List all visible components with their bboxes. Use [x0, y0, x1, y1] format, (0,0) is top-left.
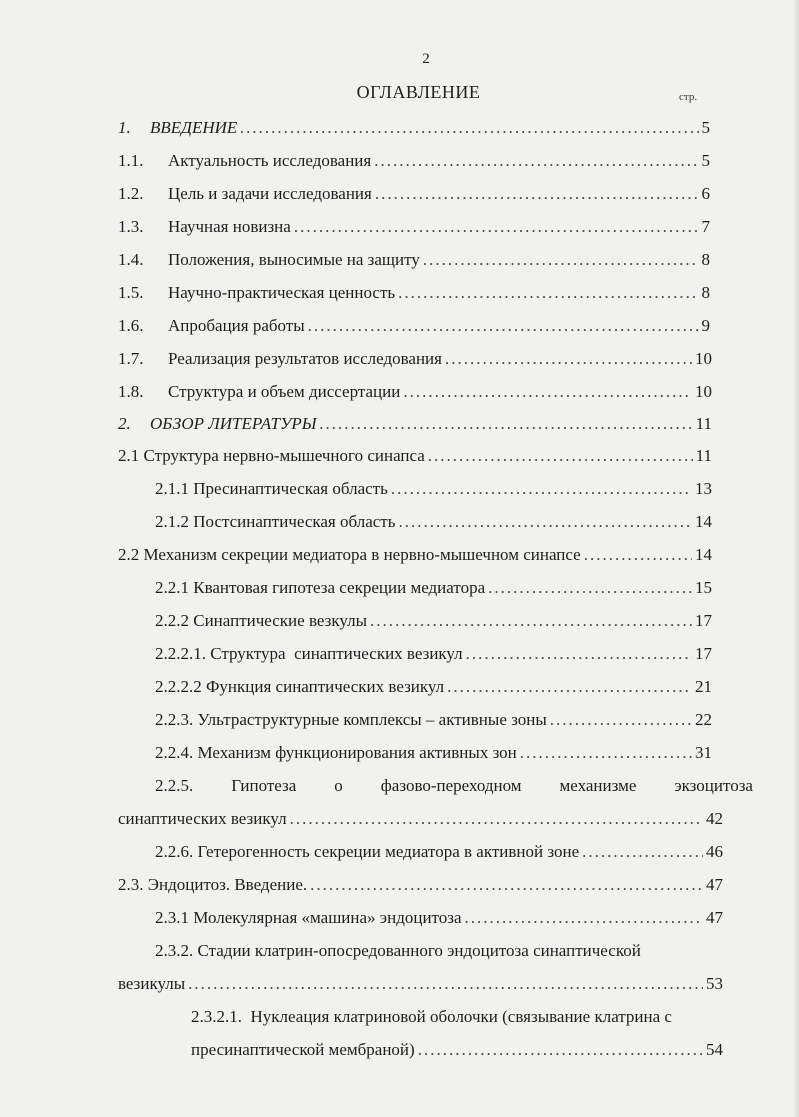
toc-leader	[466, 644, 692, 664]
toc-entry-number: 1.2.	[118, 184, 144, 203]
toc-entry-number: 1.7.	[118, 349, 144, 368]
toc-leader	[294, 217, 699, 237]
toc-entry-text: 2.3.1 Молекулярная «машина» эндоцитоза	[155, 908, 462, 927]
toc-entry-text: Апробация работы	[168, 316, 305, 335]
toc-leader	[310, 875, 703, 895]
toc-entry-number: 2.2.5.	[155, 776, 194, 795]
toc-entry-number: 1.3.	[118, 217, 144, 236]
toc-entry-text: 2.1.2 Постсинаптическая область	[155, 512, 396, 531]
toc-entry-text: Научная новизна	[168, 217, 291, 236]
toc-entry	[118, 446, 712, 466]
toc-entry-page: 6	[701, 184, 710, 203]
toc-entry-page: 21	[695, 677, 712, 696]
toc-entry-page: 14	[695, 512, 712, 531]
toc-entry-word: фазово-переходном	[380, 776, 522, 795]
toc-entry-text: 2.2.6. Гетерогенность секреции медиатора в активной зоне	[155, 842, 580, 861]
toc-leader	[370, 611, 692, 631]
toc-entry	[118, 217, 710, 237]
toc-entry-word: Гипотеза	[231, 776, 297, 795]
toc-entry-word: экзоцитоза	[674, 776, 753, 795]
toc-leader	[584, 545, 692, 565]
toc-entry	[118, 151, 710, 171]
toc-entry-page: 46	[706, 842, 723, 861]
toc-entry	[155, 908, 723, 928]
toc-leader	[488, 578, 692, 598]
toc-entry-page: 5	[701, 118, 710, 137]
toc-entry-text-line: 2.3.2.1. Нуклеация клатриновой оболочки (связывание клатрина с	[191, 1007, 672, 1026]
toc-entry-page: 8	[701, 283, 710, 302]
toc-entry-text: синаптических везикул	[118, 809, 287, 828]
toc-entry-text: Актуальность исследования	[168, 151, 372, 170]
toc-entry-page: 11	[695, 414, 712, 433]
toc-entry-text: ВВЕДЕНИЕ	[150, 118, 238, 137]
toc-entry-page: 5	[701, 151, 710, 170]
toc-entry-page: 9	[701, 316, 710, 335]
toc-leader	[465, 908, 703, 928]
toc-entry-continuation	[118, 974, 723, 994]
toc-entry	[118, 414, 712, 434]
toc-entry-text-line: 2.3.2. Стадии клатрин-опосредованного эндоцитоза синаптической	[155, 941, 641, 960]
toc-leader	[375, 184, 699, 204]
toc-entry-word: механизме	[559, 776, 637, 795]
toc-leader	[520, 743, 692, 763]
toc-entry	[155, 578, 712, 598]
toc-entry-page: 7	[701, 217, 710, 236]
toc-entry-page: 47	[706, 908, 723, 927]
toc-leader	[550, 710, 692, 730]
toc-entry	[118, 382, 712, 402]
toc-entry	[155, 842, 723, 862]
toc-entry-continuation	[118, 809, 723, 829]
page-column-label: стр.	[679, 91, 698, 103]
toc-leader	[428, 446, 693, 466]
toc-entry-justified	[155, 776, 753, 796]
toc-leader	[423, 250, 699, 270]
toc-entry-text: Структура и объем диссертации	[168, 382, 401, 401]
scan-edge-shadow	[793, 0, 799, 1117]
toc-entry-text: 2.1 Структура нервно-мышечного синапса	[118, 446, 425, 465]
toc-leader	[398, 512, 692, 532]
toc-entry	[118, 250, 710, 270]
toc-entry-page: 47	[706, 875, 723, 894]
toc-entry-page: 10	[695, 382, 712, 401]
toc-entry-text: пресинаптической мембраной)	[191, 1040, 415, 1059]
toc-entry-page: 11	[695, 446, 712, 465]
toc-entry	[155, 677, 712, 697]
toc-entry-number: 1.	[118, 118, 131, 137]
toc-entry-page: 22	[695, 710, 712, 729]
toc-entry-text: 2.2.3. Ультраструктурные комплексы – активные зоны	[155, 710, 547, 729]
toc-entry-text: Научно-практическая ценность	[168, 283, 396, 302]
toc-entry-page: 17	[695, 611, 712, 630]
toc-entry-text: Цель и задачи исследования	[168, 184, 372, 203]
toc-entry-page: 13	[695, 479, 712, 498]
toc-entry-number: 1.1.	[118, 151, 144, 170]
toc-leader	[290, 809, 703, 829]
toc-leader	[582, 842, 703, 862]
toc-entry-number: 1.4.	[118, 250, 144, 269]
toc-entry	[155, 611, 712, 631]
page-number: 2	[422, 51, 430, 67]
toc-leader	[374, 151, 698, 171]
toc-entry	[155, 479, 712, 499]
toc-entry-text: 2.2.1 Квантовая гипотеза секреции медиатора	[155, 578, 486, 597]
toc-leader	[403, 382, 692, 402]
toc-entry-page: 42	[706, 809, 723, 828]
toc-entry	[118, 316, 710, 336]
toc-entry-text: 2.1.1 Пресинаптическая область	[155, 479, 388, 498]
toc-leader	[391, 479, 692, 499]
page-title: ОГЛАВЛЕНИЕ	[356, 82, 481, 102]
toc-leader	[398, 283, 698, 303]
toc-entry-continuation	[191, 1040, 723, 1060]
toc-leader	[320, 414, 693, 434]
toc-entry-text: 2.2.2.2 Функция синаптических везикул	[155, 677, 445, 696]
toc-entry-text: 2.3. Эндоцитоз. Введение.	[118, 875, 308, 894]
toc-entry-page: 54	[706, 1040, 723, 1059]
toc-entry	[118, 545, 712, 565]
toc-entry-text: Реализация результатов исследования	[168, 349, 442, 368]
toc-entry	[155, 512, 712, 532]
toc-entry	[118, 875, 723, 895]
toc-leader	[447, 677, 692, 697]
toc-entry-text: везикулы	[118, 974, 186, 993]
toc-entry-text: Положения, выносимые на защиту	[168, 250, 420, 269]
toc-entry-text: 2.2.4. Механизм функционирования активных зон	[155, 743, 517, 762]
toc-entry-text: 2.2 Механизм секреции медиатора в нервно-мышечном синапсе	[118, 545, 581, 564]
toc-entry-page: 8	[701, 250, 710, 269]
toc-entry	[118, 349, 712, 369]
toc-entry-text: 2.2.2.1. Структура синаптических везикул	[155, 644, 463, 663]
toc-entry-page: 53	[706, 974, 723, 993]
toc-entry	[118, 118, 710, 138]
toc-entry-page: 15	[695, 578, 712, 597]
toc-leader	[188, 974, 703, 994]
toc-entry-number: 1.6.	[118, 316, 144, 335]
toc-entry-page: 31	[695, 743, 712, 762]
toc-entry	[155, 644, 712, 664]
toc-entry	[155, 710, 712, 730]
toc-leader	[308, 316, 699, 336]
toc-entry-word: о	[334, 776, 343, 795]
toc-entry-text: 2.2.2 Синаптические везкулы	[155, 611, 368, 630]
toc-entry	[118, 184, 710, 204]
toc-leader	[445, 349, 692, 369]
toc-entry-number: 2.	[118, 414, 131, 433]
toc-entry-number: 1.5.	[118, 283, 144, 302]
toc-entry	[155, 743, 712, 763]
toc-entry	[118, 283, 710, 303]
toc-entry-page: 14	[695, 545, 712, 564]
toc-leader	[418, 1040, 703, 1060]
toc-entry-text: ОБЗОР ЛИТЕРАТУРЫ	[150, 414, 317, 433]
toc-entry-page: 17	[695, 644, 712, 663]
toc-entry-page: 10	[695, 349, 712, 368]
toc-entry-number: 1.8.	[118, 382, 144, 401]
toc-leader	[240, 118, 698, 138]
